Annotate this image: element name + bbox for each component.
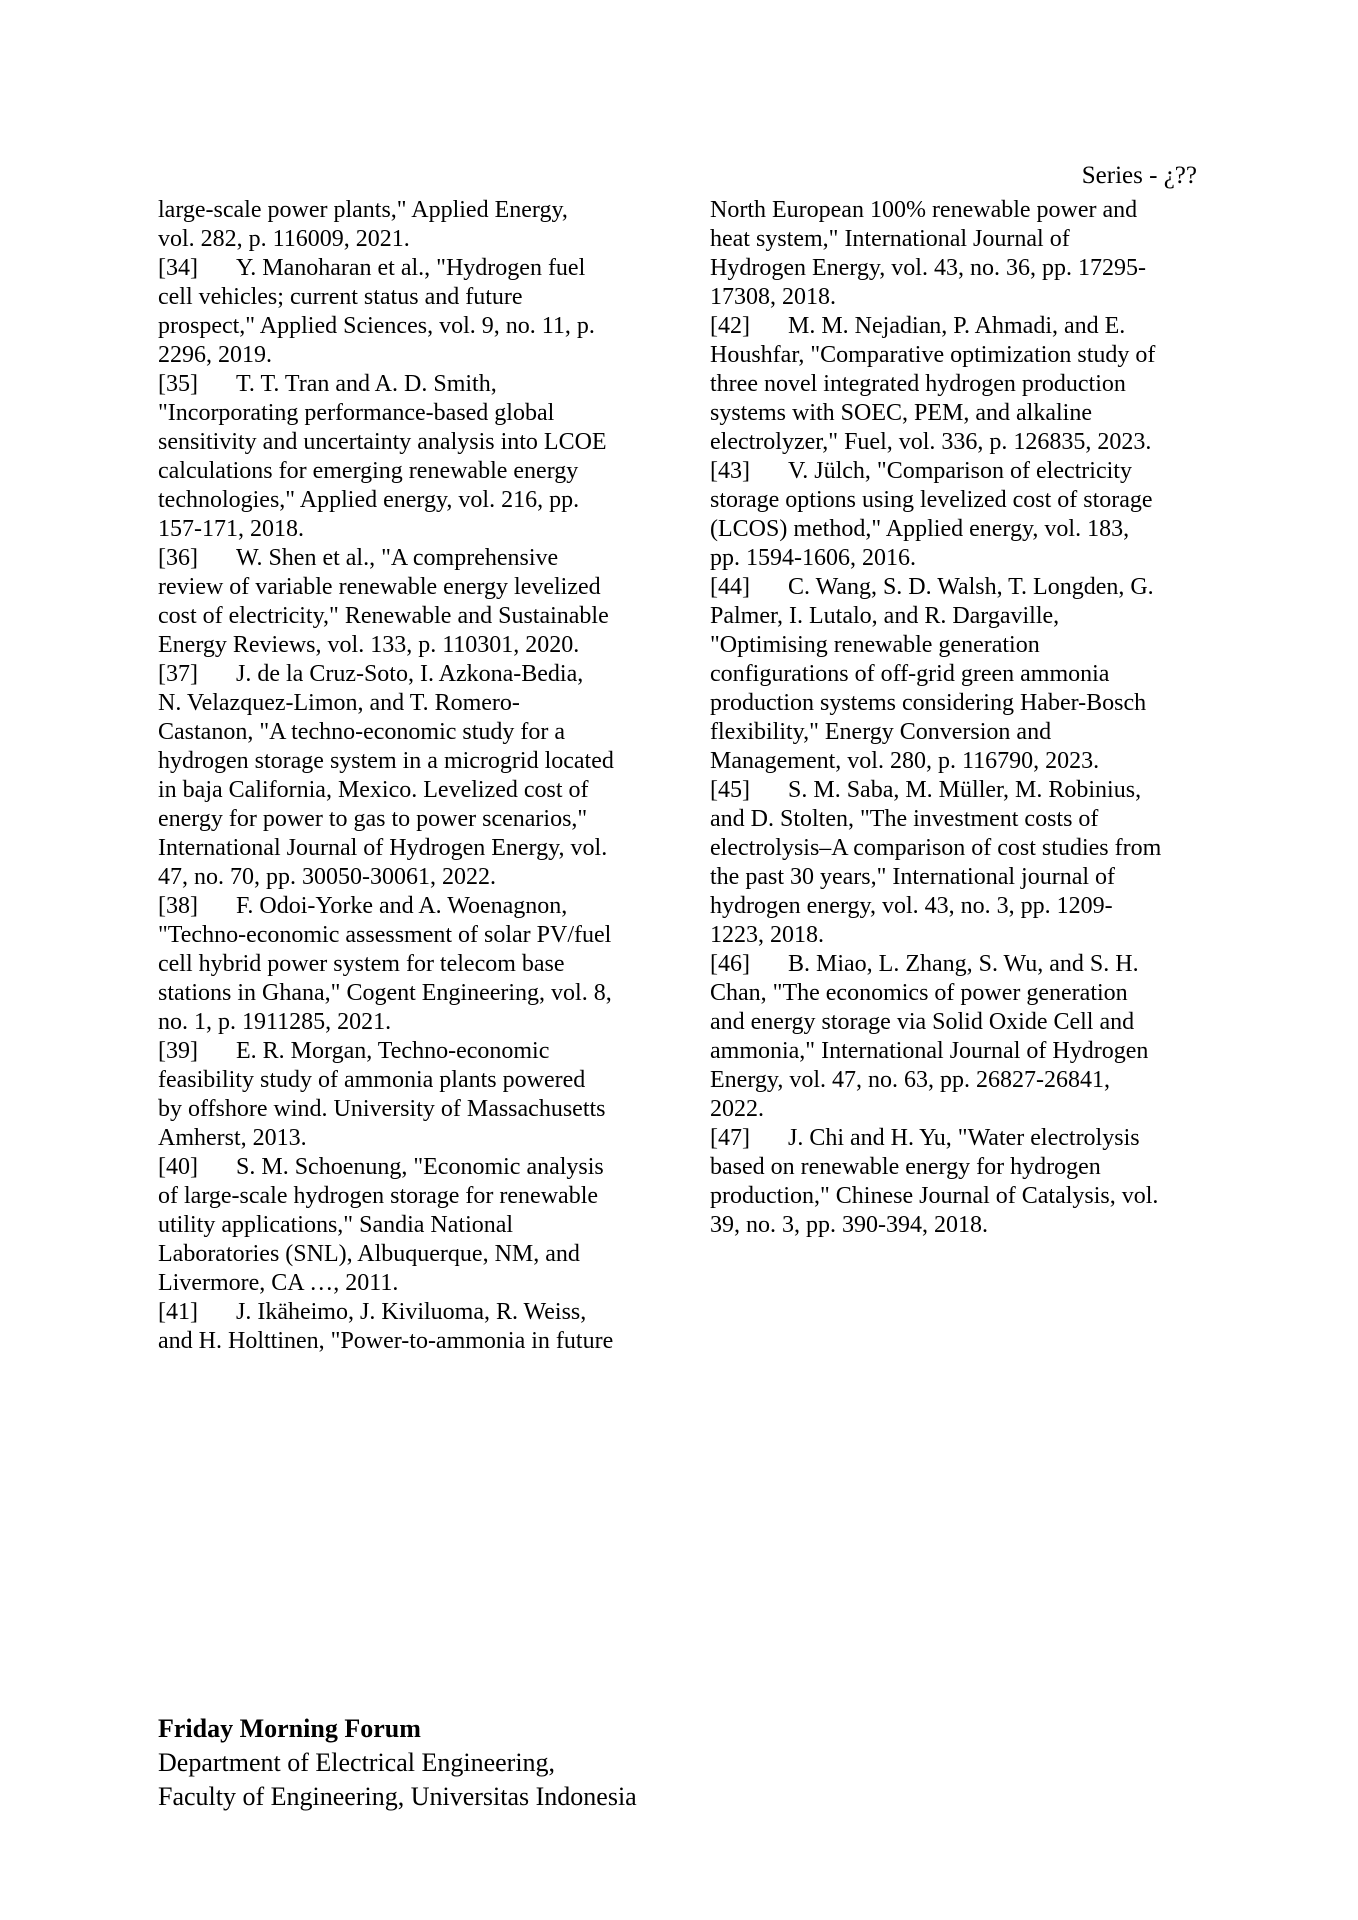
reference-line: and energy storage via Solid Oxide Cell and xyxy=(710,1009,1135,1035)
reference-line: "Optimising renewable generation xyxy=(710,632,1040,658)
reference-line: [46] B. Miao, L. Zhang, S. Wu, and S. H. xyxy=(710,951,1139,977)
reference-line: "Techno-economic assessment of solar PV/fuel xyxy=(158,922,612,948)
reference-line: Castanon, "A techno-economic study for a xyxy=(158,719,566,745)
reference-line: 2296, 2019. xyxy=(158,342,272,368)
reference-line: cost of electricity," Renewable and Sustainable xyxy=(158,603,609,629)
reference-line: cell vehicles; current status and future xyxy=(158,284,523,310)
reference-line: production systems considering Haber-Bosch xyxy=(710,690,1147,716)
reference-line: flexibility," Energy Conversion and xyxy=(710,719,1052,745)
reference-line: calculations for emerging renewable energy xyxy=(158,458,579,484)
reference-line: the past 30 years," International journal of xyxy=(710,864,1115,890)
reference-line: energy for power to gas to power scenarios," xyxy=(158,806,588,832)
reference-line: [40] S. M. Schoenung, "Economic analysis xyxy=(158,1154,604,1180)
slide-footer xyxy=(158,1712,637,1814)
reference-line: [45] S. M. Saba, M. Müller, M. Robinius, xyxy=(710,777,1142,803)
reference-line: [35] T. T. Tran and A. D. Smith, xyxy=(158,371,497,397)
reference-line: 2022. xyxy=(710,1096,764,1122)
reference-line: [43] V. Jülch, "Comparison of electricity xyxy=(710,458,1132,484)
reference-line: 39, no. 3, pp. 390-394, 2018. xyxy=(710,1212,988,1238)
reference-line: of large-scale hydrogen storage for renewable xyxy=(158,1183,599,1209)
reference-line: heat system," International Journal of xyxy=(710,226,1070,252)
reference-line: large-scale power plants," Applied Energy, xyxy=(158,197,568,223)
reference-line: cell hybrid power system for telecom base xyxy=(158,951,565,977)
reference-line: sensitivity and uncertainty analysis into LCOE xyxy=(158,429,607,455)
reference-line: by offshore wind. University of Massachusetts xyxy=(158,1096,606,1122)
reference-line: [38] F. Odoi-Yorke and A. Woenagnon, xyxy=(158,893,568,919)
reference-line: pp. 1594-1606, 2016. xyxy=(710,545,916,571)
footer-department-line: Department of Electrical Engineering, xyxy=(158,1748,556,1777)
reference-line: Chan, "The economics of power generation xyxy=(710,980,1128,1006)
reference-line: utility applications," Sandia National xyxy=(158,1212,514,1238)
series-header-label: Series - ¿?? xyxy=(1081,162,1197,189)
reference-line: International Journal of Hydrogen Energy, vol. xyxy=(158,835,608,861)
reference-line: electrolysis–A comparison of cost studies from xyxy=(710,835,1162,861)
reference-line: [36] W. Shen et al., "A comprehensive xyxy=(158,545,559,571)
reference-line: configurations of off-grid green ammonia xyxy=(710,661,1110,687)
reference-line: Laboratories (SNL), Albuquerque, NM, and xyxy=(158,1241,580,1267)
reference-line: 17308, 2018. xyxy=(710,284,836,310)
reference-line: prospect," Applied Sciences, vol. 9, no. 11, p. xyxy=(158,313,595,339)
footer-faculty-line: Faculty of Engineering, Universitas Indonesia xyxy=(158,1782,637,1811)
reference-line: electrolyzer," Fuel, vol. 336, p. 126835, 2023. xyxy=(710,429,1152,455)
reference-line: (LCOS) method," Applied energy, vol. 183, xyxy=(710,516,1130,542)
reference-line: Energy Reviews, vol. 133, p. 110301, 2020. xyxy=(158,632,580,658)
reference-line: Amherst, 2013. xyxy=(158,1125,307,1151)
reference-line: [47] J. Chi and H. Yu, "Water electrolysis xyxy=(710,1125,1140,1151)
reference-line: Management, vol. 280, p. 116790, 2023. xyxy=(710,748,1100,774)
reference-line: [39] E. R. Morgan, Techno-economic xyxy=(158,1038,550,1064)
reference-line: systems with SOEC, PEM, and alkaline xyxy=(710,400,1092,426)
reference-line: [37] J. de la Cruz-Soto, I. Azkona-Bedia, xyxy=(158,661,584,687)
reference-line: "Incorporating performance-based global xyxy=(158,400,555,426)
reference-line: hydrogen storage system in a microgrid located xyxy=(158,748,614,774)
reference-line: no. 1, p. 1911285, 2021. xyxy=(158,1009,392,1035)
reference-line: Palmer, I. Lutalo, and R. Dargaville, xyxy=(710,603,1060,629)
reference-line: Houshfar, "Comparative optimization study of xyxy=(710,342,1156,368)
reference-line: North European 100% renewable power and xyxy=(710,197,1138,223)
references-column-right xyxy=(710,196,1210,1240)
reference-line: Hydrogen Energy, vol. 43, no. 36, pp. 17295- xyxy=(710,255,1146,281)
reference-line: vol. 282, p. 116009, 2021. xyxy=(158,226,410,252)
footer-forum-title: Friday Morning Forum xyxy=(158,1714,421,1743)
reference-line: and H. Holttinen, "Power-to-ammonia in future xyxy=(158,1328,614,1354)
reference-line: production," Chinese Journal of Catalysis, vol. xyxy=(710,1183,1159,1209)
references-column-left xyxy=(158,196,658,1356)
reference-line: Livermore, CA …, 2011. xyxy=(158,1270,399,1296)
reference-line: [34] Y. Manoharan et al., "Hydrogen fuel xyxy=(158,255,586,281)
reference-line: [44] C. Wang, S. D. Walsh, T. Longden, G. xyxy=(710,574,1154,600)
reference-line: 157-171, 2018. xyxy=(158,516,304,542)
reference-line: Energy, vol. 47, no. 63, pp. 26827-26841, xyxy=(710,1067,1110,1093)
reference-line: [42] M. M. Nejadian, P. Ahmadi, and E. xyxy=(710,313,1126,339)
reference-line: in baja California, Mexico. Levelized cost of xyxy=(158,777,589,803)
reference-line: technologies," Applied energy, vol. 216, pp. xyxy=(158,487,580,513)
reference-line: based on renewable energy for hydrogen xyxy=(710,1154,1101,1180)
reference-line: 47, no. 70, pp. 30050-30061, 2022. xyxy=(158,864,496,890)
reference-line: three novel integrated hydrogen production xyxy=(710,371,1126,397)
reference-line: [41] J. Ikäheimo, J. Kiviluoma, R. Weiss, xyxy=(158,1299,587,1325)
reference-line: hydrogen energy, vol. 43, no. 3, pp. 1209- xyxy=(710,893,1113,919)
reference-line: N. Velazquez-Limon, and T. Romero- xyxy=(158,690,520,716)
reference-line: feasibility study of ammonia plants powered xyxy=(158,1067,586,1093)
reference-line: 1223, 2018. xyxy=(710,922,824,948)
reference-line: storage options using levelized cost of storage xyxy=(710,487,1153,513)
reference-line: review of variable renewable energy levelized xyxy=(158,574,601,600)
reference-line: stations in Ghana," Cogent Engineering, vol. 8, xyxy=(158,980,612,1006)
reference-line: ammonia," International Journal of Hydrogen xyxy=(710,1038,1149,1064)
reference-line: and D. Stolten, "The investment costs of xyxy=(710,806,1099,832)
